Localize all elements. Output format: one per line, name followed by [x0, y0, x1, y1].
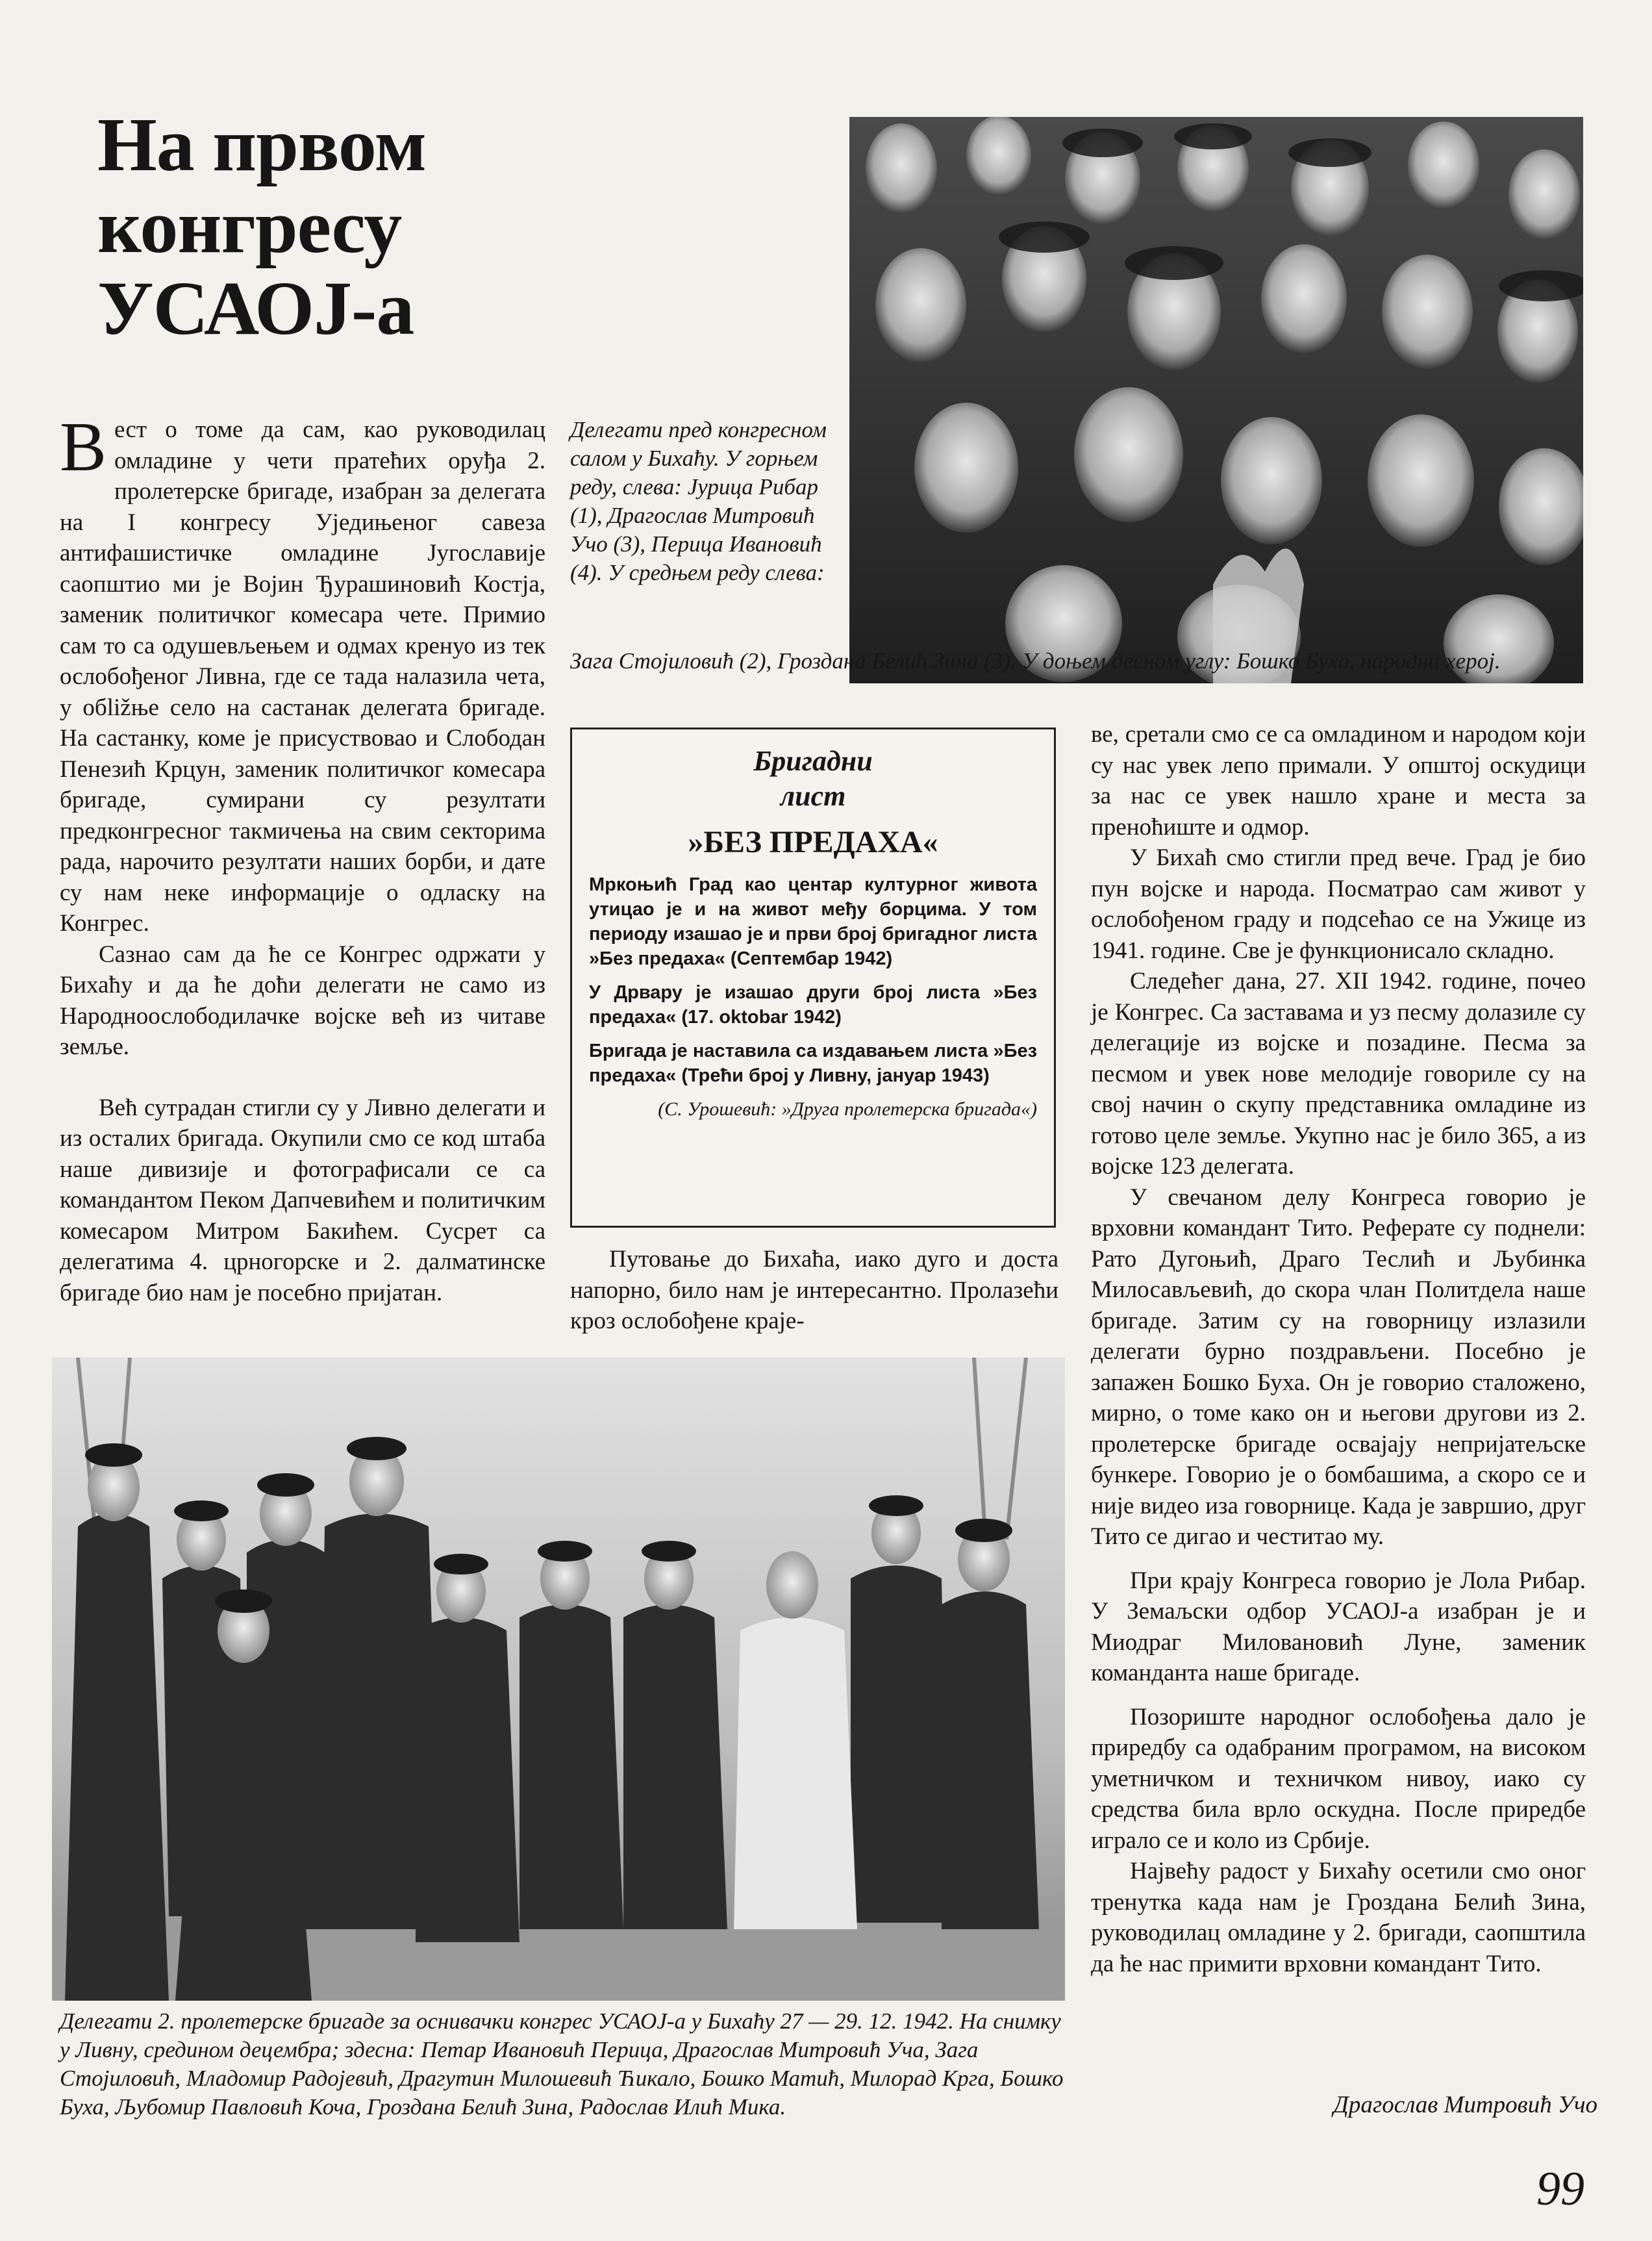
box-paragraph-2: У Дрвару је изашао други број листа »Без предаха« (17. oktobar 1942): [589, 982, 1037, 1028]
col3-paragraph-4: У свечаном делу Конгреса говорио је врховни командант Тито. Реферате су поднели: Рато Дугоњић, Драго Теслић и Љубинка Милосављевић, до скора члан Политдела наше бригаде. Затим су на говорницу излазили делегати бурно поздрављени. Посебно је запажен Бошко Буха. Он је говорио сталожено, мирно, о томе како он и његови другови из 2. пролетерске бригаде освајају непријатељске бункере. Говорио је о бомбашима, а скоро се и није видео иза говорнице. Када је завршио, друг Тито се дигао и честитао му.: [1091, 1184, 1586, 1550]
col3-paragraph-6: Позориште народног ослобођења дало је приредбу са одабраним програмом, на високом уметничком и техничком нивоу, иако су средства била врло оскудна. После приредбе играло се и коло из Србије.: [1091, 1703, 1586, 1854]
col3-paragraph-1: ве, сретали смо се са омладином и народом који су нас увек лепо примали. У општој оскудици за нас се увек нашло хране и места за преноћиште и одмор.: [1091, 721, 1586, 841]
delegates-crowd-photo: [849, 117, 1583, 683]
col3-paragraph-2: У Бихаћ смо стигли пред вече. Град је био пун војске и народа. Посматрао сам живот у ослобођеном граду и подсећао се на Ужице из 1941. године. Све је функционисало складно.: [1091, 844, 1586, 964]
col1-paragraph-1: ест о томе да сам, као руководилац омладине у чети пратећих оруђа 2. пролетерске бригаде, изабран за делегата на I конгресу Уједињеног савеза антифашистичке омладине Југославије саопштио ми је Војин Ђурашиновић Костја, заменик политичког комесара чете. Примио сам то са одушевљењем и одмах кренуо из тек ослобођеног Ливна, где се тада налазила чета, у обližње село на састанак делегата бригаде. На састанку, коме је присуствовао и Слободан Пенезић Крцун, заменик политичког комесара бригаде, сумирани су резултати предконгресног такмичења на свим секторима рада, нарочито резултати наших борби, и дате су нам неке информације о одласку на Конгрес.: [60, 416, 545, 937]
brigade-delegates-group-photo: [52, 1358, 1065, 2001]
col1-paragraph-2: Сазнао сам да ће се Конгрес одржати у Бихаћу и да ће доћи делегати не само из Народноослободилачке војске већ из читаве земље.: [60, 941, 545, 1060]
col3-paragraph-7: Највећу радост у Бихаћу осетили смо оног тренутка када нам је Гроздана Белић Зина, руководилац омладине у 2. бригади, саопштила да ће нас примити врховни командант Тито.: [1091, 1858, 1586, 1977]
article-column-1: [60, 409, 545, 1308]
top-photo-caption-bottom: Загa Стојиловић (2), Гроздана Белић Зина (3). У доњем десном углу: Бошко Буха, народни херој.: [570, 648, 1501, 674]
title-line-3: УСАОЈ-а: [97, 266, 414, 351]
box-heading-line-1: Бригадни: [753, 745, 873, 777]
article-column-2: [570, 1244, 1058, 1337]
author-signature: Драгослав Митровић Учо: [1333, 2092, 1597, 2118]
box-paragraph-3: Бригада је наставила са издавањем листа »Без предаха« (Трећи број у Ливну, јануар 1943): [589, 1041, 1037, 1086]
title-line-1: На првом: [97, 102, 426, 187]
col1-paragraph-3: Већ сутрадан стигли су у Ливно делегати и из осталих бригада. Окупили смо се код штаба наше дивизије и фотографисали се са командантом Пеком Дапчевићем и политичким комесаром Митром Бакићем. Сусрет са делегатима 4. црногорске и 2. далматинске бригаде био нам је посебно пријатан.: [60, 1094, 545, 1306]
box-heading-line-2: лист: [780, 780, 846, 812]
article-column-3: [1091, 719, 1586, 1979]
page-number: 99: [1536, 2162, 1584, 2216]
brigade-newsletter-box: [570, 728, 1056, 1228]
title-line-2: конгресу: [97, 184, 402, 269]
box-newsletter-name: »БЕЗ ПРЕДАХА«: [688, 825, 938, 859]
col3-paragraph-3: Следећег дана, 27. XII 1942. године, почео је Конгрес. Са заставама и уз песму долазиле су делегације из војске и позадине. Песма за песмом и увек нове мелодије говориле су на свој начин о скупу представника омладине из готово целе земље. Укупно нас је било 365, а из војске 123 делегата.: [1091, 968, 1586, 1180]
drop-cap: В: [60, 409, 107, 486]
top-photo-caption-side: Делегати пред конгресном салом у Бихаћу. У горњем реду, слева: Јурица Рибар (1), Драгослав Митровић Учо (3), Перица Ивановић (4). У средњем реду слева:: [570, 417, 827, 585]
col3-paragraph-5: При крају Конгреса говорио је Лола Рибар. У Земаљски одбор УСАОЈ-а изабран је и Миодраг Миловановић Луне, заменик команданта наше бригаде.: [1091, 1567, 1586, 1686]
bottom-photo-caption: Делегати 2. пролетерске бригаде за оснивачки конгрес УСАОЈ-а у Бихаћу 27 — 29. 12. 1942. На снимку у Ливну, средином децембра; здесна: Петар Ивановић Перица, Драгослав Митровић Уча, Зага Стојиловић, Младомир Радојевић, Драгутин Милошевић Ћикало, Бошко Матић, Милорад Крга, Бошко Буха, Љубомир Павловић Коча, Гроздана Белић Зина, Радослав Илић Мика.: [60, 2008, 1064, 2120]
box-source: (С. Урошевић: »Друга пролетерска бригада«): [658, 1098, 1037, 1120]
box-paragraph-1: Мркоњић Град као центар културног живота утицао је и на живот међу борцима. У том периоду изашао је и први број бригадног листа »Без предаха« (Септембар 1942): [589, 874, 1037, 969]
article-title: [97, 104, 812, 349]
col2-paragraph-1: Путовање до Бихаћа, иако дуго и доста напорно, било нам је интересантно. Пролазећи кроз ослобођене краје-: [570, 1246, 1058, 1334]
